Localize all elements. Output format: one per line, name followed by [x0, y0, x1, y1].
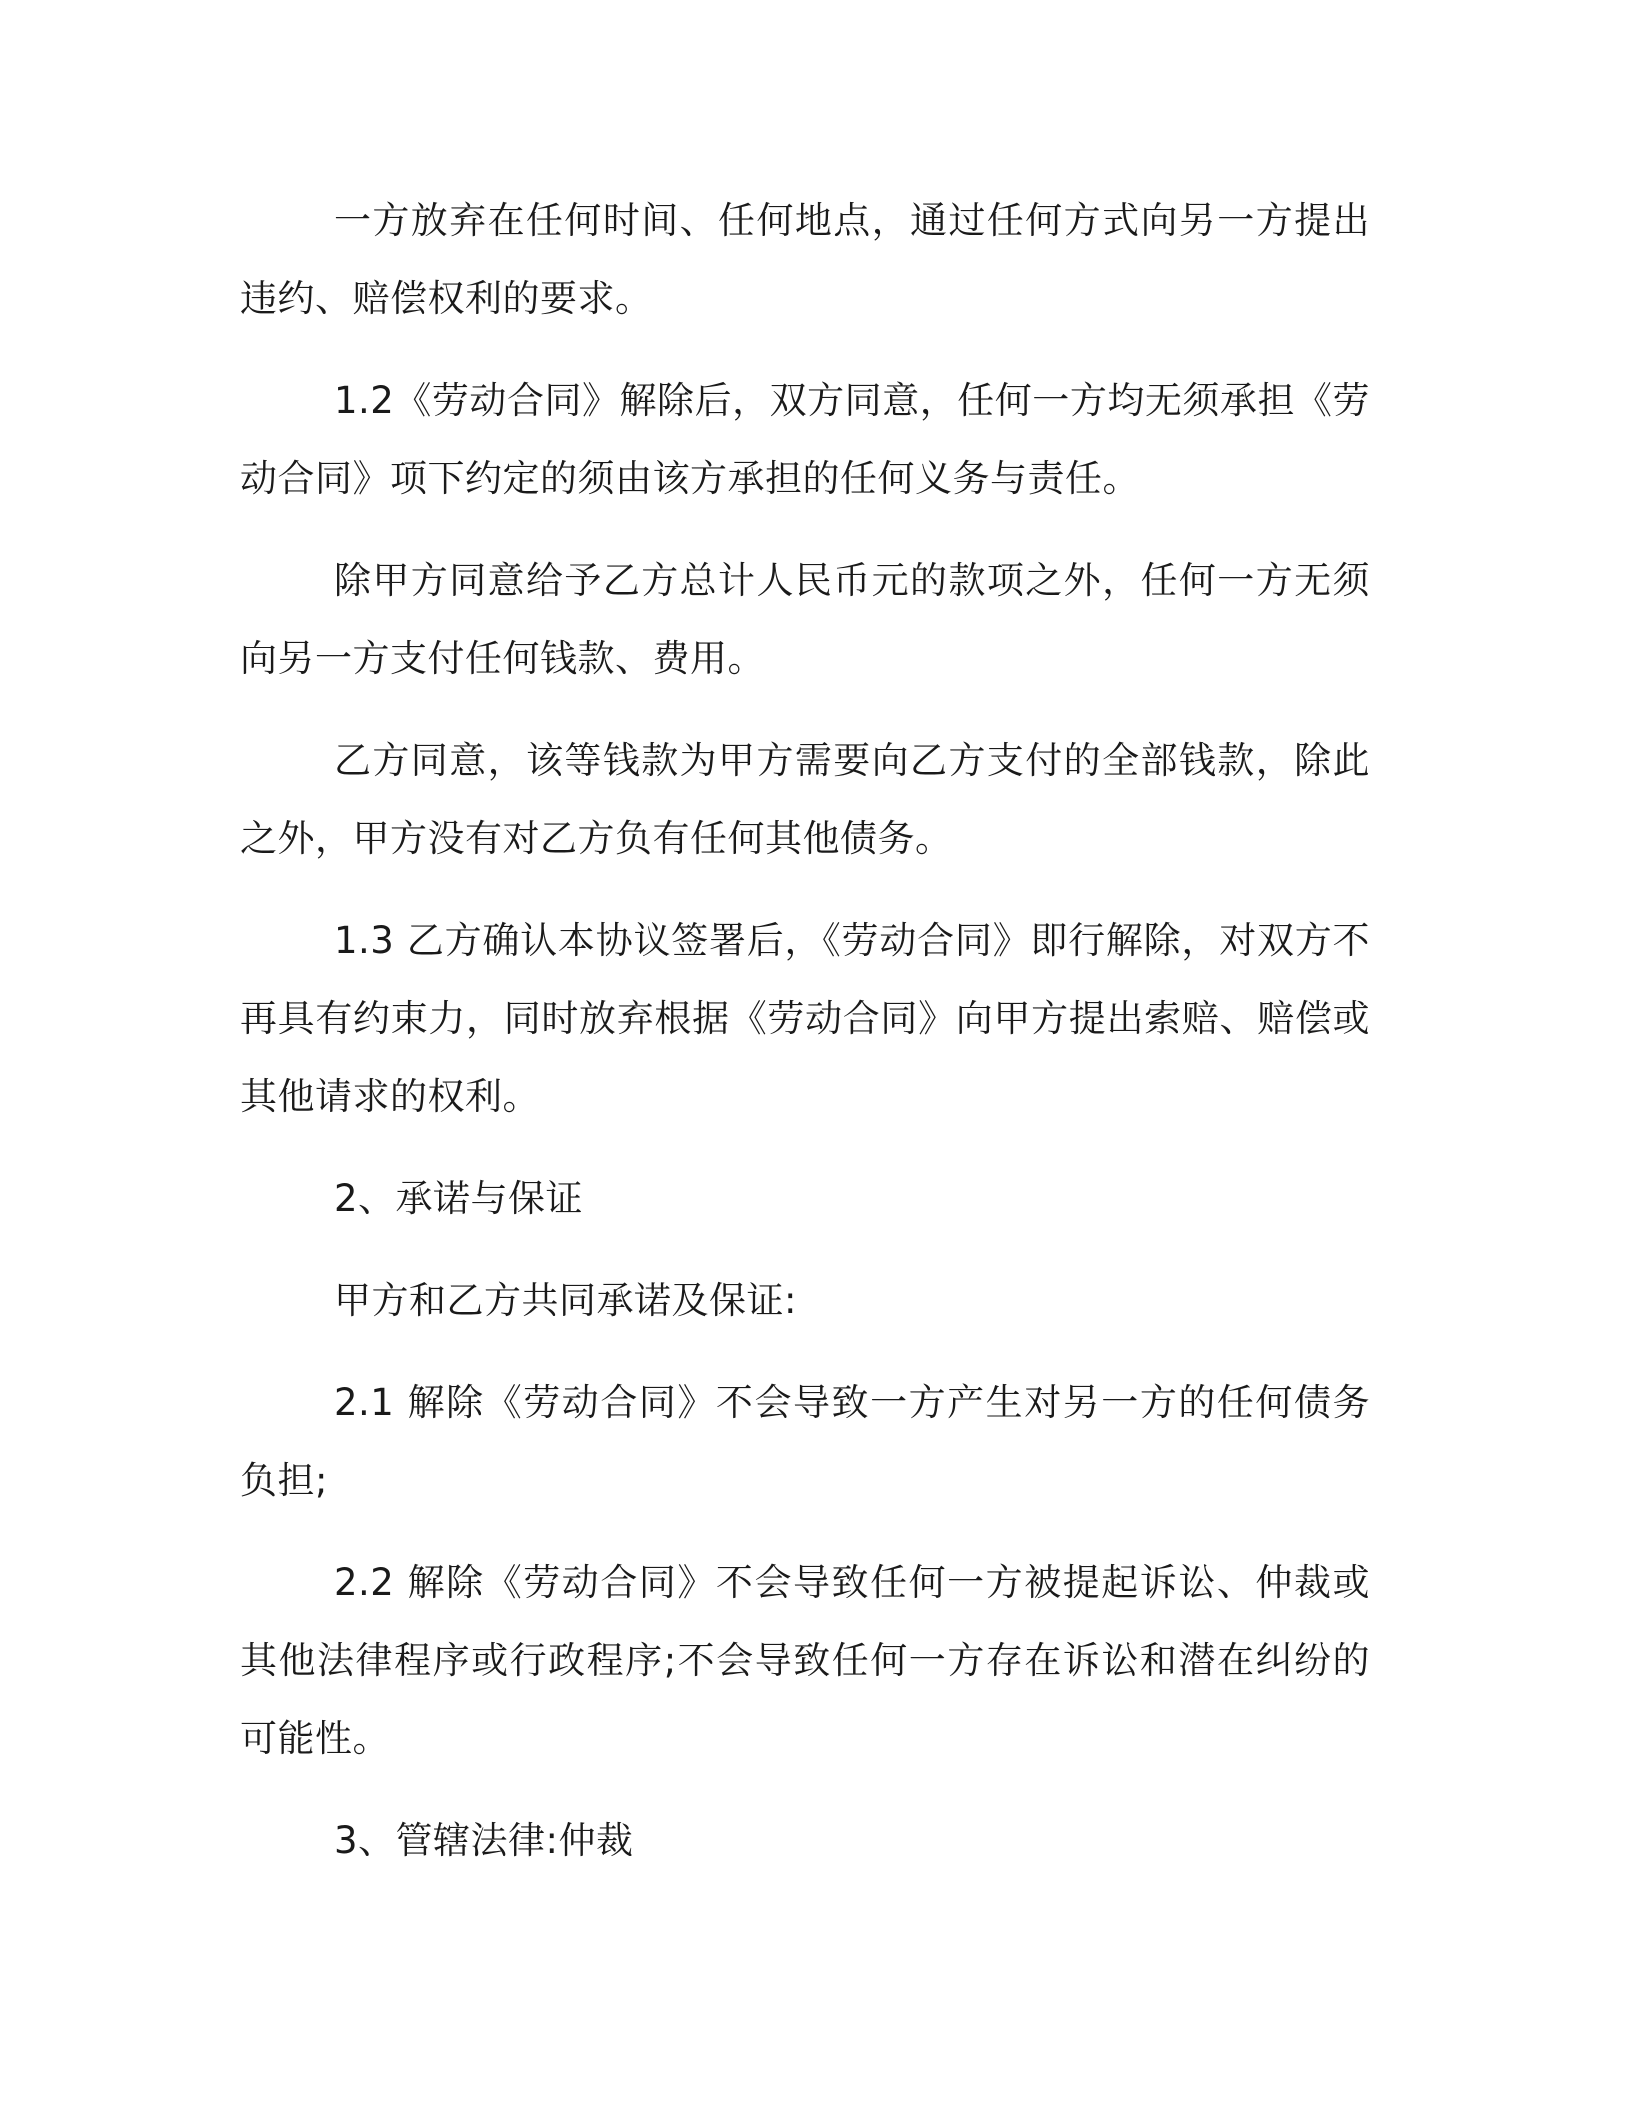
paragraph-full-payment-agreement: 乙方同意，该等钱款为甲方需要向乙方支付的全部钱款，除此之外，甲方没有对乙方负有任何其他债务。 [240, 739, 1370, 860]
section-heading-commitments: 2、承诺与保证 [334, 1177, 584, 1220]
paragraph-clause-1-3: 1.3 乙方确认本协议签署后，《劳动合同》即行解除，对双方不再具有约束力，同时放弃根据《劳动合同》向甲方提出索赔、赔偿或其他请求的权利。 [240, 919, 1370, 1118]
paragraph-joint-commitment: 甲方和乙方共同承诺及保证: [334, 1279, 797, 1322]
section-heading-governing-law: 3、管辖法律:仲裁 [334, 1819, 634, 1862]
paragraph-clause-2-1: 2.1 解除《劳动合同》不会导致一方产生对另一方的任何债务负担; [240, 1381, 1370, 1502]
paragraph-payment: 除甲方同意给予乙方总计人民币元的款项之外，任何一方无须向另一方支付任何钱款、费用。 [240, 559, 1370, 680]
document-body [240, 182, 1370, 1904]
paragraph-clause-2-2: 2.2 解除《劳动合同》不会导致任何一方被提起诉讼、仲裁或其他法律程序或行政程序;不会导致任何一方存在诉讼和潜在纠纷的可能性。 [240, 1561, 1370, 1760]
paragraph-clause-1-2: 1.2《劳动合同》解除后，双方同意，任何一方均无须承担《劳动合同》项下约定的须由该方承担的任何义务与责任。 [240, 379, 1370, 500]
paragraph-waiver-continued: 一方放弃在任何时间、任何地点，通过任何方式向另一方提出违约、赔偿权利的要求。 [240, 199, 1370, 320]
